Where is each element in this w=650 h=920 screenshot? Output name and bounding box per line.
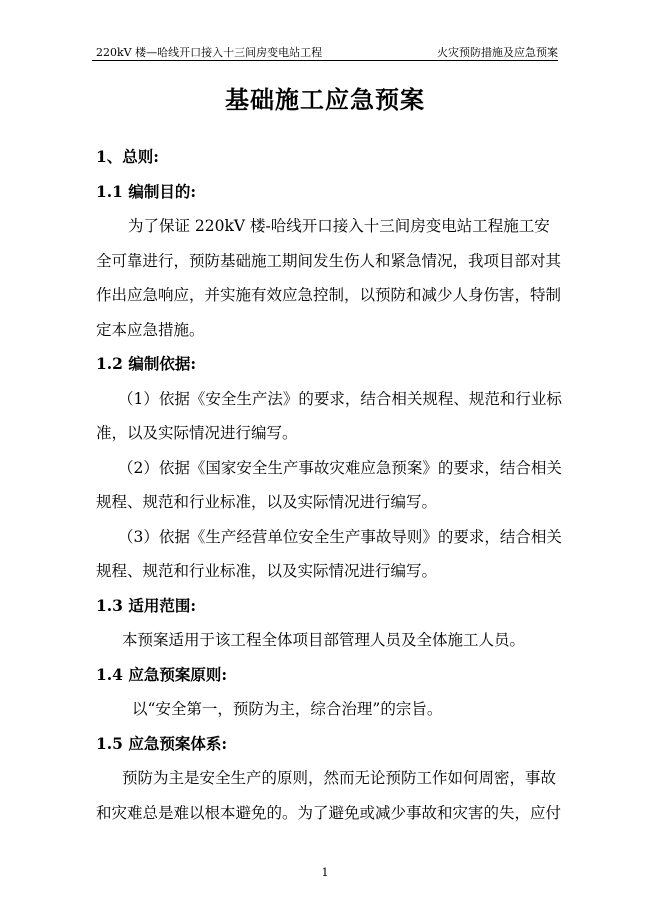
paragraph-line: 作出应急响应，并实施有效应急控制，以预防和减少人身伤害，特制 <box>96 286 562 304</box>
paragraph-line: 和灾难总是难以根本避免的。为了避免或减少事故和灾害的失，应付 <box>96 803 562 822</box>
paragraph-line: 全可靠进行，预防基础施工期间发生伤人和紧急情况，我项目部对其 <box>96 251 562 270</box>
paragraph-line: （2）依据《国家安全生产事故灾难应急预案》的要求，结合相关 <box>118 458 562 477</box>
paragraph-line: 定本应急措施。 <box>96 320 205 339</box>
subsection-heading: 1.3 适用范围: <box>96 595 197 615</box>
header-rule <box>92 60 558 61</box>
paragraph-line: 以“安全第一，预防为主，综合治理”的宗旨。 <box>132 700 443 718</box>
subsection-heading: 1.4 应急预案原则: <box>96 664 228 684</box>
paragraph-line: 预防为主是安全生产的原则，然而无论预防工作如何周密，事故 <box>122 769 557 787</box>
paragraph-line: 准，以及实际情况进行编写。 <box>96 424 298 442</box>
page-number: 1 <box>321 866 329 879</box>
paragraph-line: （1）依据《安全生产法》的要求，结合相关规程、规范和行业标 <box>118 389 562 408</box>
document-body <box>96 140 566 830</box>
paragraph-line: （3）依据《生产经营单位安全生产事故导则》的要求，结合相关 <box>118 527 562 546</box>
header-right-text: 火灾预防措施及应急预案 <box>437 46 558 59</box>
subsection-heading: 1.5 应急预案体系: <box>96 733 228 753</box>
section-heading: 1、总则: <box>96 147 160 166</box>
document-title: 基础施工应急预案 <box>225 85 425 114</box>
paragraph-line: 为了保证 220kV 楼-哈线开口接入十三间房变电站工程施工安 <box>128 217 550 235</box>
paragraph-line: 规程、规范和行业标准，以及实际情况进行编写。 <box>96 493 438 511</box>
subsection-heading: 1.1 编制目的: <box>96 181 197 201</box>
header-left-text: 220kV 楼—哈线开口接入十三间房变电站工程 <box>96 46 323 59</box>
paragraph-line: 规程、规范和行业标准，以及实际情况进行编写。 <box>96 562 438 580</box>
paragraph-line: 本预案适用于该工程全体项目部管理人员及全体施工人员。 <box>122 631 526 649</box>
subsection-heading: 1.2 编制依据: <box>96 354 197 373</box>
